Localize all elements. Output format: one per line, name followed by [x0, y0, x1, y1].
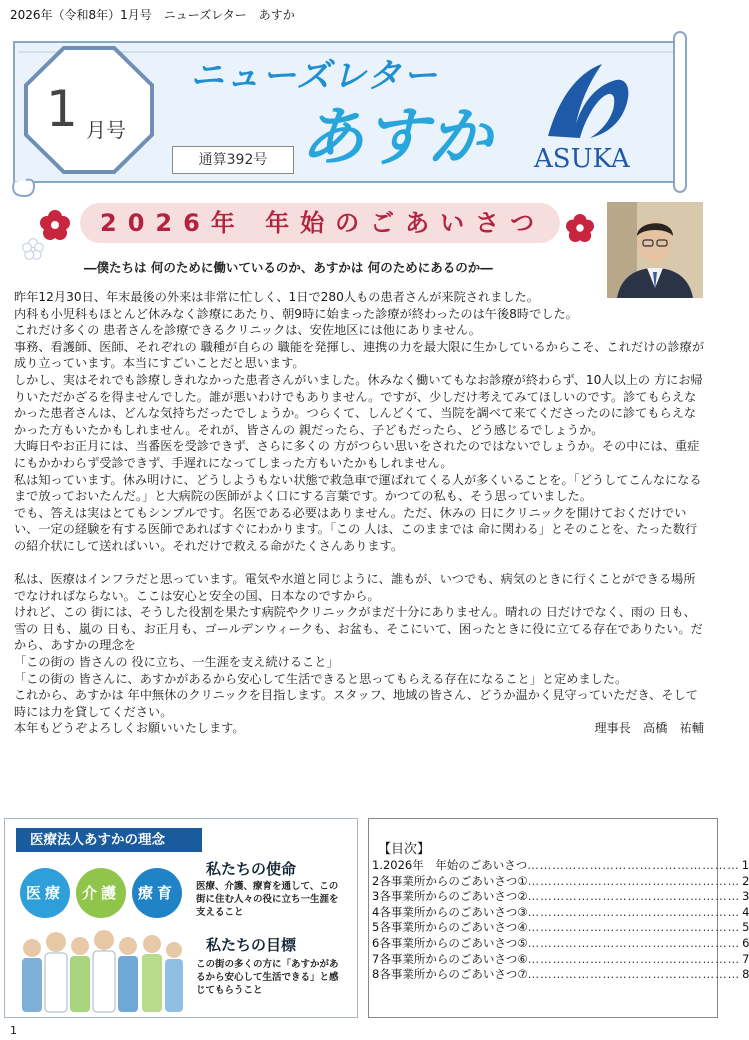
- newsletter-title: あすか: [300, 101, 492, 175]
- body-paragraph: 昨年12月30日、年末最後の外来は非常に忙しく、1日で280人もの患者さんが来院されました。: [14, 290, 539, 304]
- plum-flower-icon: [40, 210, 70, 240]
- staff-illustration: [18, 926, 188, 1012]
- signature: 理事長 高橋 祐輔: [594, 721, 704, 736]
- greeting-body: [14, 289, 704, 737]
- month-number: 1: [46, 80, 78, 138]
- logo-wordmark: ASUKA: [534, 144, 630, 174]
- body-paragraph: 私は知っています。休み明けに、どうしようもない状態で救急車で運ばれてくる人が多くいることを。「どうしてこんなになるまで放っておいたんだ。」と大病院の医師がよく口にする言葉です。かつての私も、そう思っていました。: [14, 472, 702, 504]
- body-paragraph: しかし、実はそれでも診療しきれなかった患者さんがいました。休みなく働いてもなお診療が終わらず、10人以上の 方にお帰りいただかざるを得ませんでした。誰が悪いわけでもありません。ですが、少しだけ考えてみてほしいのです。診てもらえなかった患者さんは、どんな気持ちだったでしょうか。つらくて、しんどくて、当院を調べて来てくださったのに診てもらえなかった方もいたかもしれません。それが、皆さんの 親だったら、子どもだったら、どう感じるでしょうか。: [14, 372, 703, 437]
- toc-item[interactable]: 1.2026年 年始のごあいさつ …………………………………………… 1: [372, 858, 749, 872]
- toc-item[interactable]: 3各事業所からのごあいさつ② …………………………………………… 3: [372, 889, 749, 904]
- pillar-ryoiku: 療育: [132, 868, 182, 918]
- goal-text: この街の多くの方に「あすかがあるから安心して生活できる」と感じてもらうこと: [196, 959, 339, 996]
- body-paragraph: 事務、看護師、医師、それぞれの 職種が自らの 職能を発揮し、連携の力を最大限に生かしているからこそ、これだけの診療が成り立っています。本当にすごいことだと思います。: [14, 339, 705, 371]
- toc-list: [372, 858, 749, 983]
- body-paragraph: これから、あすかは 年中無休のクリニックを目指します。スタッフ、地域の皆さん、どうか温かく見守っていただき、そして時には力を貸してください。: [14, 688, 698, 719]
- body-paragraph: 私は、医療はインフラだと思っています。電気や水道と同じように、誰もが、いつでも、病気のときに行くことができる場所でなければならない。ここは安心と安全の国、日本なのですから。: [14, 572, 696, 603]
- greeting-title: 2026年 年始のごあいさつ: [100, 209, 546, 237]
- page-number: 1: [10, 1024, 17, 1037]
- toc-item[interactable]: 4各事業所からのごあいさつ③ …………………………………………… 4: [372, 904, 749, 919]
- closing-line: 本年もどうぞよろしくお願いいたします。: [14, 721, 245, 736]
- plum-flower-icon: [566, 214, 594, 242]
- toc-item[interactable]: 8各事業所からのごあいさつ⑦ …………………………………………… 8: [372, 967, 749, 982]
- body-paragraph: けれど、この 街には、そうした役割を果たす病院やクリニックがまだ十分にありません。晴れの 日だけでなく、雨の 日も、雪の 日も、嵐の 日も、お正月も、ゴールデンウィークも、お盆も、そこにいて、困ったときに役に立てる存在でありたい。だから、あすかの理念を: [14, 605, 703, 653]
- body-paragraph: [14, 720, 704, 737]
- header-line: 2026年（令和8年）1月号 ニューズレター あすか: [10, 8, 295, 22]
- issue-number: 通算392号: [172, 146, 294, 174]
- month-suffix: 月号: [86, 118, 126, 142]
- body-paragraph: 内科も小児科もほとんど休みなく診療にあたり、朝9時に始まった診療が終わったのは午後8時でした。: [14, 306, 578, 321]
- newsletter-label: ニューズレター: [190, 56, 439, 96]
- philosophy-heading: 医療法人あすかの理念: [16, 828, 202, 852]
- toc-title: 【目次】: [378, 842, 431, 857]
- pillar-iryo: 医療: [20, 868, 70, 918]
- toc-item[interactable]: 7各事業所からのごあいさつ⑥ …………………………………………… 7: [372, 951, 749, 966]
- asuka-logo-icon: [540, 54, 640, 144]
- director-photo: [607, 202, 703, 298]
- body-paragraph: これだけ多くの 患者さんを診療できるクリニックは、安佐地区には他にありません。: [14, 323, 481, 338]
- paragraph-gap: [14, 555, 704, 572]
- toc-item[interactable]: 5各事業所からのごあいさつ④ …………………………………………… 5: [372, 920, 749, 935]
- plum-flower-outline-icon: [22, 238, 44, 260]
- goal-title: 私たちの目標: [206, 936, 297, 954]
- mission-text: 医療、介護、療育を通して、この街に住む人々の役に立ち一生涯を支えること: [196, 881, 339, 918]
- toc-item[interactable]: 2各事業所からのごあいさつ① …………………………………………… 2: [372, 873, 749, 888]
- mission-title: 私たちの使命: [206, 860, 297, 878]
- toc-item[interactable]: 6各事業所からのごあいさつ⑤ …………………………………………… 6: [372, 935, 749, 950]
- body-paragraph: 「この街の 皆さんに、あすかがあるから安心して生活できると思ってもらえる存在になること」と定めました。: [14, 671, 628, 686]
- body-paragraph: でも、答えは実はとてもシンプルです。名医である必要はありません。ただ、休みの 日にクリニックを開けておくだけでいい、一定の経験を有する医師であればすぐにわかります。「この 人は、このままでは 命に関わる」とそのことを、たった数行の紹介状にして送ればいい。それだけで救える命がたくさんあります。: [14, 505, 698, 553]
- greeting-subtitle: ―僕たちは 何のために働いているのか、あすかは 何のためにあるのか―: [84, 260, 493, 275]
- body-paragraph: 大晦日やお正月には、当番医を受診できず、さらに多くの 方がつらい思いをされたのではないでしょうか。その中には、重症にもかかわらず受診できず、手遅れになってしまった方もいたかもしれません。: [14, 439, 700, 470]
- body-paragraph: 「この街の 皆さんの 役に立ち、一生涯を支え続けること」: [14, 655, 339, 670]
- pillar-kaigo: 介護: [76, 868, 126, 918]
